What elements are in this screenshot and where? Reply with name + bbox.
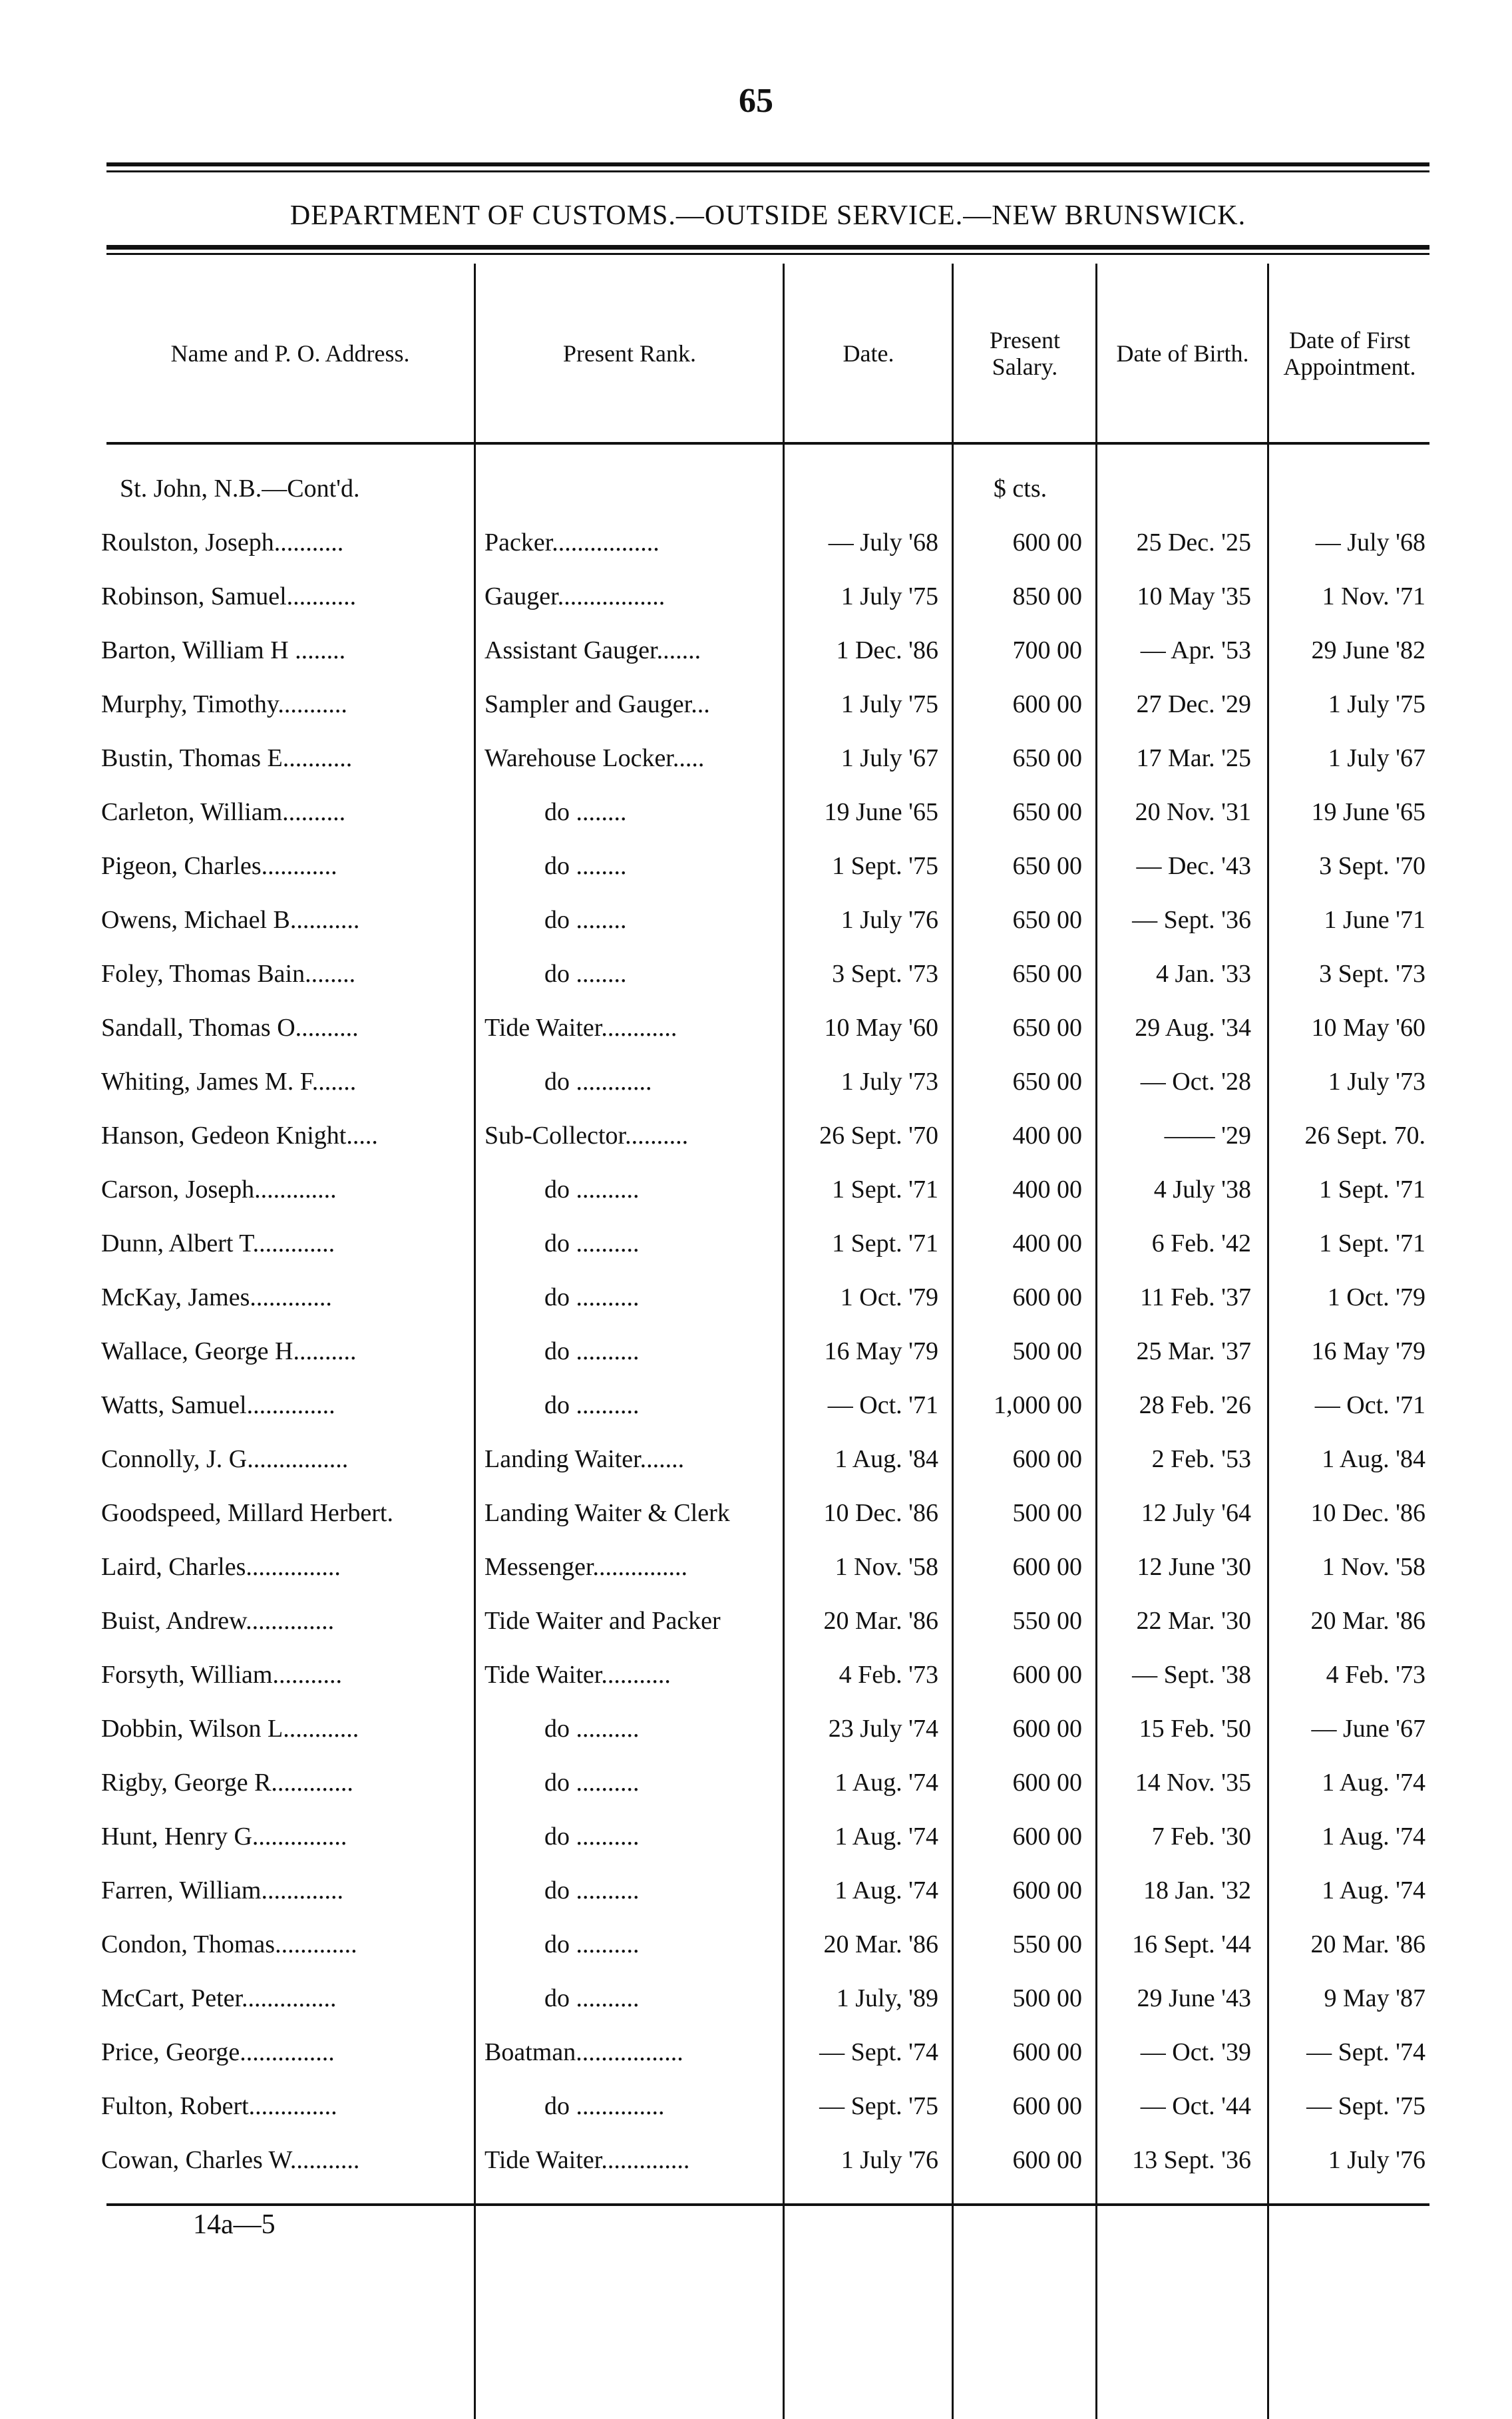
cell-date: 20 Mar. '86: [823, 1930, 938, 1958]
cell-date: 1 Sept. '71: [832, 1176, 938, 1204]
table-row: [0, 1652, 1512, 1706]
cell-date: 1 July '76: [841, 2146, 938, 2174]
cell-birth: — Oct. '44: [1140, 2092, 1251, 2120]
cell-name: Dunn, Albert T.............: [101, 1229, 335, 1257]
cell-name: Connolly, J. G................: [101, 1445, 349, 1473]
cell-birth: — Dec. '43: [1136, 852, 1251, 880]
cell-birth: 10 May '35: [1137, 582, 1251, 610]
cell-birth: —— '29: [1164, 1122, 1251, 1150]
top-rule-thick: [106, 162, 1429, 166]
cell-salary: 1,000 00: [994, 1391, 1082, 1419]
section-label: St. John, N.B.—Cont'd.: [120, 475, 360, 503]
cell-date: 1 July '75: [841, 690, 938, 718]
table-row: [0, 574, 1512, 628]
cell-date: 1 July '75: [841, 582, 938, 610]
cell-first-appointment: 1 Aug. '84: [1322, 1445, 1425, 1473]
cell-birth: 17 Mar. '25: [1136, 744, 1251, 772]
cell-name: McCart, Peter...............: [101, 1984, 337, 2012]
signature-mark: 14a—5: [193, 2209, 276, 2240]
table-row: [0, 1922, 1512, 1976]
cell-name: Dobbin, Wilson L............: [101, 1715, 359, 1743]
cell-birth: — Sept. '38: [1132, 1661, 1251, 1689]
cell-date: 1 Nov. '58: [835, 1553, 938, 1581]
table-row: [0, 897, 1512, 951]
cell-rank: Sampler and Gauger...: [484, 690, 710, 718]
cell-first-appointment: 20 Mar. '86: [1310, 1607, 1425, 1635]
cell-first-appointment: 9 May '87: [1324, 1984, 1425, 2012]
cell-name: Foley, Thomas Bain........: [101, 960, 356, 988]
section-row: [0, 466, 1512, 520]
cell-date: 1 Aug. '74: [835, 1876, 938, 1904]
cell-first-appointment: 1 July '75: [1328, 690, 1425, 718]
cell-first-appointment: — June '67: [1311, 1715, 1425, 1743]
page-number: 65: [739, 82, 773, 120]
cell-rank: do ..........: [544, 1337, 640, 1365]
table-row: [0, 1814, 1512, 1868]
cell-first-appointment: 1 July '73: [1328, 1068, 1425, 1096]
cell-date: 1 July '76: [841, 906, 938, 934]
table-row: [0, 1706, 1512, 1760]
cell-first-appointment: 26 Sept. 70.: [1304, 1122, 1425, 1150]
cell-first-appointment: 1 Nov. '71: [1322, 582, 1425, 610]
table-row: [0, 1005, 1512, 1059]
cell-salary: 600 00: [1012, 1283, 1082, 1311]
header-rank: Present Rank.: [563, 339, 696, 367]
cell-first-appointment: 1 Aug. '74: [1322, 1876, 1425, 1904]
cell-date: 1 Aug. '84: [835, 1445, 938, 1473]
table-row: [0, 628, 1512, 682]
cell-rank: do ........: [544, 906, 627, 934]
table-row: [0, 1868, 1512, 1922]
cell-birth: 29 June '43: [1137, 1984, 1251, 2012]
table-row: [0, 789, 1512, 843]
cell-salary: 650 00: [1012, 906, 1082, 934]
cell-birth: 25 Dec. '25: [1136, 529, 1251, 556]
cell-salary: 600 00: [1012, 1769, 1082, 1797]
cell-name: Forsyth, William...........: [101, 1661, 342, 1689]
currency-label: $ cts.: [993, 475, 1047, 503]
cell-rank: Sub-Collector..........: [484, 1122, 689, 1150]
cell-rank: do ........: [544, 852, 627, 880]
cell-name: Rigby, George R.............: [101, 1769, 353, 1797]
table-row: [0, 520, 1512, 574]
cell-salary: 600 00: [1012, 2146, 1082, 2174]
table-row: [0, 1113, 1512, 1167]
cell-birth: 29 Aug. '34: [1135, 1014, 1251, 1042]
cell-date: 1 Dec. '86: [836, 636, 938, 664]
cell-salary: 650 00: [1012, 1068, 1082, 1096]
cell-rank: do ..........: [544, 1176, 640, 1204]
cell-birth: 6 Feb. '42: [1151, 1229, 1251, 1257]
cell-birth: 4 Jan. '33: [1155, 960, 1251, 988]
cell-date: 1 July '73: [841, 1068, 938, 1096]
cell-name: Barton, William H ........: [101, 636, 346, 664]
cell-rank: Landing Waiter & Clerk: [484, 1499, 730, 1527]
cell-name: Farren, William.............: [101, 1876, 343, 1904]
cell-name: Owens, Michael B...........: [101, 906, 360, 934]
cell-salary: 600 00: [1012, 690, 1082, 718]
cell-name: Sandall, Thomas O..........: [101, 1014, 359, 1042]
cell-date: 1 Aug. '74: [835, 1823, 938, 1851]
table-rows: [0, 520, 1512, 2191]
cell-first-appointment: 10 Dec. '86: [1310, 1499, 1425, 1527]
cell-first-appointment: 1 June '71: [1324, 906, 1425, 934]
cell-name: McKay, James.............: [101, 1283, 332, 1311]
cell-salary: 550 00: [1012, 1607, 1082, 1635]
cell-salary: 600 00: [1012, 1445, 1082, 1473]
cell-date: 26 Sept. '70: [819, 1122, 938, 1150]
cell-rank: do ..........: [544, 1876, 640, 1904]
cell-name: Hunt, Henry G...............: [101, 1823, 347, 1851]
cell-salary: 500 00: [1012, 1337, 1082, 1365]
cell-name: Watts, Samuel..............: [101, 1391, 335, 1419]
table-row: [0, 2030, 1512, 2084]
cell-first-appointment: 3 Sept. '70: [1319, 852, 1425, 880]
cell-rank: Tide Waiter............: [484, 1014, 677, 1042]
cell-date: 16 May '79: [824, 1337, 938, 1365]
cell-name: Murphy, Timothy...........: [101, 690, 347, 718]
cell-salary: 400 00: [1012, 1122, 1082, 1150]
cell-rank: Landing Waiter.......: [484, 1445, 685, 1473]
table-row: [0, 1059, 1512, 1113]
cell-birth: 18 Jan. '32: [1143, 1876, 1251, 1904]
cell-first-appointment: — Sept. '74: [1306, 2038, 1425, 2066]
cell-date: 1 Aug. '74: [835, 1769, 938, 1797]
table-row: [0, 2084, 1512, 2137]
cell-birth: 12 June '30: [1137, 1553, 1251, 1581]
cell-birth: 25 Mar. '37: [1136, 1337, 1251, 1365]
cell-name: Buist, Andrew..............: [101, 1607, 335, 1635]
cell-salary: 600 00: [1012, 1715, 1082, 1743]
cell-name: Pigeon, Charles............: [101, 852, 337, 880]
cell-name: Robinson, Samuel...........: [101, 582, 357, 610]
cell-rank: do ..........: [544, 1229, 640, 1257]
cell-rank: do ..........: [544, 1283, 640, 1311]
cell-rank: do ........: [544, 798, 627, 826]
cell-salary: 600 00: [1012, 1553, 1082, 1581]
cell-rank: Tide Waiter..............: [484, 2146, 690, 2174]
cell-rank: Boatman.................: [484, 2038, 683, 2066]
table-row: [0, 1329, 1512, 1383]
table-row: [0, 1490, 1512, 1544]
title-rule-thin: [106, 253, 1429, 255]
cell-first-appointment: 10 May '60: [1311, 1014, 1425, 1042]
cell-first-appointment: 3 Sept. '73: [1319, 960, 1425, 988]
table-row: [0, 682, 1512, 736]
cell-rank: Tide Waiter and Packer: [484, 1607, 721, 1635]
cell-date: — Oct. '71: [827, 1391, 938, 1419]
cell-name: Condon, Thomas.............: [101, 1930, 357, 1958]
cell-birth: 14 Nov. '35: [1135, 1769, 1251, 1797]
table-row: [0, 1544, 1512, 1598]
cell-date: 3 Sept. '73: [832, 960, 938, 988]
cell-date: 1 Sept. '75: [832, 852, 938, 880]
cell-name: Whiting, James M. F.......: [101, 1068, 357, 1096]
cell-birth: — Apr. '53: [1140, 636, 1251, 664]
table-row: [0, 736, 1512, 789]
cell-rank: do ..........: [544, 1984, 640, 2012]
cell-rank: Tide Waiter...........: [484, 1661, 671, 1689]
cell-name: Hanson, Gedeon Knight.....: [101, 1122, 378, 1150]
cell-name: Price, George...............: [101, 2038, 335, 2066]
cell-salary: 650 00: [1012, 852, 1082, 880]
cell-birth: 28 Feb. '26: [1139, 1391, 1251, 1419]
cell-rank: Gauger.................: [484, 582, 665, 610]
table-row: [0, 1760, 1512, 1814]
cell-first-appointment: — Oct. '71: [1314, 1391, 1425, 1419]
table-row: [0, 1167, 1512, 1221]
cell-first-appointment: 1 July '76: [1328, 2146, 1425, 2174]
table-row: [0, 2137, 1512, 2191]
cell-rank: Assistant Gauger.......: [484, 636, 701, 664]
cell-salary: 600 00: [1012, 2038, 1082, 2066]
table-row: [0, 1275, 1512, 1329]
cell-birth: 15 Feb. '50: [1139, 1715, 1251, 1743]
cell-salary: 600 00: [1012, 1823, 1082, 1851]
cell-first-appointment: — Sept. '75: [1306, 2092, 1425, 2120]
cell-salary: 600 00: [1012, 1876, 1082, 1904]
cell-salary: 400 00: [1012, 1176, 1082, 1204]
cell-date: 1 Oct. '79: [840, 1283, 938, 1311]
cell-salary: 600 00: [1012, 1661, 1082, 1689]
table-row: [0, 1976, 1512, 2030]
table-row: [0, 951, 1512, 1005]
header-rule: [106, 442, 1429, 445]
cell-date: — Sept. '75: [819, 2092, 938, 2120]
cell-rank: do ..........: [544, 1930, 640, 1958]
title-rule-thick: [106, 245, 1429, 250]
cell-first-appointment: 1 Nov. '58: [1322, 1553, 1425, 1581]
cell-name: Carleton, William..........: [101, 798, 346, 826]
cell-date: — Sept. '74: [819, 2038, 938, 2066]
cell-rank: Warehouse Locker.....: [484, 744, 705, 772]
header-birth: Date of Birth.: [1116, 339, 1249, 367]
header-name: Name and P. O. Address.: [170, 339, 410, 367]
cell-birth: 20 Nov. '31: [1135, 798, 1251, 826]
cell-date: 10 May '60: [824, 1014, 938, 1042]
cell-salary: 500 00: [1012, 1984, 1082, 2012]
table-row: [0, 1598, 1512, 1652]
cell-first-appointment: 16 May '79: [1311, 1337, 1425, 1365]
cell-first-appointment: 1 Aug. '74: [1322, 1769, 1425, 1797]
cell-rank: do ..............: [544, 2092, 665, 2120]
cell-first-appointment: 20 Mar. '86: [1310, 1930, 1425, 1958]
table-body: [0, 466, 1512, 2191]
cell-rank: do ..........: [544, 1715, 640, 1743]
cell-first-appointment: 1 July '67: [1328, 744, 1425, 772]
cell-name: Wallace, George H..........: [101, 1337, 357, 1365]
cell-birth: 4 July '38: [1153, 1176, 1251, 1204]
cell-birth: 22 Mar. '30: [1136, 1607, 1251, 1635]
cell-name: Cowan, Charles W...........: [101, 2146, 360, 2174]
cell-first-appointment: 1 Oct. '79: [1327, 1283, 1425, 1311]
cell-rank: Messenger...............: [484, 1553, 688, 1581]
cell-birth: 27 Dec. '29: [1136, 690, 1251, 718]
cell-birth: 13 Sept. '36: [1132, 2146, 1251, 2174]
cell-birth: 16 Sept. '44: [1132, 1930, 1251, 1958]
cell-name: Bustin, Thomas E...........: [101, 744, 353, 772]
department-title: DEPARTMENT OF CUSTOMS.—OUTSIDE SERVICE.—NEW BRUNSWICK.: [289, 200, 1246, 231]
table-row: [0, 1221, 1512, 1275]
cell-salary: 600 00: [1012, 529, 1082, 556]
cell-birth: 11 Feb. '37: [1140, 1283, 1251, 1311]
cell-first-appointment: 1 Sept. '71: [1319, 1176, 1425, 1204]
cell-rank: do ........: [544, 960, 627, 988]
cell-name: Fulton, Robert..............: [101, 2092, 337, 2120]
cell-birth: 12 July '64: [1141, 1499, 1251, 1527]
cell-salary: 600 00: [1012, 2092, 1082, 2120]
cell-first-appointment: 19 June '65: [1311, 798, 1425, 826]
cell-rank: Packer.................: [484, 529, 660, 556]
cell-date: 19 June '65: [824, 798, 938, 826]
table-row: [0, 1383, 1512, 1436]
cell-date: — July '68: [828, 529, 938, 556]
cell-salary: 650 00: [1012, 744, 1082, 772]
cell-name: Roulston, Joseph...........: [101, 529, 344, 556]
table-row: [0, 843, 1512, 897]
cell-salary: 650 00: [1012, 1014, 1082, 1042]
header-date: Date.: [843, 339, 894, 367]
cell-salary: 500 00: [1012, 1499, 1082, 1527]
cell-date: 1 July '67: [841, 744, 938, 772]
cell-salary: 850 00: [1012, 582, 1082, 610]
cell-salary: 650 00: [1012, 960, 1082, 988]
cell-name: Goodspeed, Millard Herbert.: [101, 1499, 393, 1527]
cell-birth: 7 Feb. '30: [1151, 1823, 1251, 1851]
cell-date: 1 July, '89: [836, 1984, 938, 2012]
cell-name: Laird, Charles...............: [101, 1553, 341, 1581]
cell-birth: — Sept. '36: [1132, 906, 1251, 934]
cell-salary: 400 00: [1012, 1229, 1082, 1257]
cell-salary: 550 00: [1012, 1930, 1082, 1958]
cell-first-appointment: — July '68: [1315, 529, 1425, 556]
cell-date: 10 Dec. '86: [823, 1499, 938, 1527]
table-row: [0, 1436, 1512, 1490]
cell-salary: 650 00: [1012, 798, 1082, 826]
cell-salary: 700 00: [1012, 636, 1082, 664]
bottom-rule: [106, 2203, 1429, 2206]
cell-birth: 2 Feb. '53: [1151, 1445, 1251, 1473]
cell-rank: do ..........: [544, 1823, 640, 1851]
cell-date: 4 Feb. '73: [839, 1661, 938, 1689]
cell-rank: do ..........: [544, 1391, 640, 1419]
cell-first-appointment: 1 Sept. '71: [1319, 1229, 1425, 1257]
cell-first-appointment: 4 Feb. '73: [1326, 1661, 1425, 1689]
cell-rank: do ............: [544, 1068, 652, 1096]
cell-name: Carson, Joseph.............: [101, 1176, 337, 1204]
cell-rank: do ..........: [544, 1769, 640, 1797]
cell-birth: — Oct. '39: [1140, 2038, 1251, 2066]
header-salary: Present Salary.: [990, 326, 1060, 380]
header-first-appointment: Date of First Appointment.: [1283, 326, 1416, 380]
cell-first-appointment: 1 Aug. '74: [1322, 1823, 1425, 1851]
cell-date: 1 Sept. '71: [832, 1229, 938, 1257]
cell-date: 20 Mar. '86: [823, 1607, 938, 1635]
top-rule-thin: [106, 170, 1429, 172]
cell-birth: — Oct. '28: [1140, 1068, 1251, 1096]
cell-first-appointment: 29 June '82: [1311, 636, 1425, 664]
cell-date: 23 July '74: [828, 1715, 938, 1743]
